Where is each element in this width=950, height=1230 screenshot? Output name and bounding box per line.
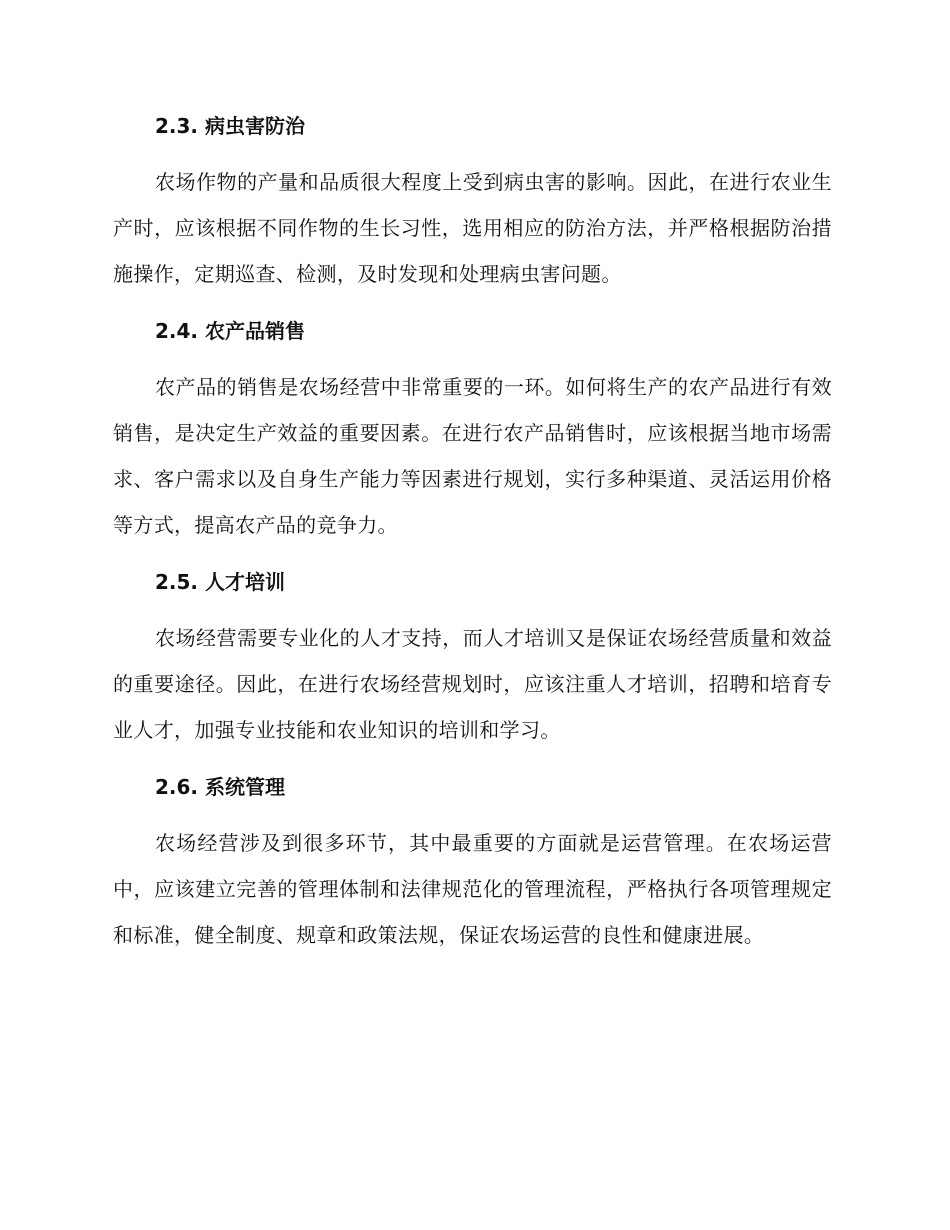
section-heading: 2.4. 农产品销售 [155,319,305,343]
section-paragraph: 农场经营涉及到很多环节，其中最重要的方面就是运营管理。在农场运营中，应该建立完善的管理体制和法律规范化的管理流程，严格执行各项管理规定和标准，健全制度、规章和政策法规，保证农场运营的良性和健康进展。 [113,831,832,947]
section-heading: 2.3. 病虫害防治 [155,114,305,138]
section-paragraph: 农场作物的产量和品质很大程度上受到病虫害的影响。因此，在进行农业生产时，应该根据不同作物的生长习性，选用相应的防治方法，并严格根据防治措施操作，定期巡查、检测，及时发现和处理病虫害问题。 [113,170,832,286]
section-system-management [113,771,832,958]
section-pest-control [113,110,832,297]
section-paragraph: 农产品的销售是农场经营中非常重要的一环。如何将生产的农产品进行有效销售，是决定生产效益的重要因素。在进行农产品销售时，应该根据当地市场需求、客户需求以及自身生产能力等因素进行规划，实行多种渠道、灵活运用价格等方式，提高农产品的竞争力。 [113,375,832,537]
section-paragraph: 农场经营需要专业化的人才支持，而人才培训又是保证农场经营质量和效益的重要途径。因此，在进行农场经营规划时，应该注重人才培训，招聘和培育专业人才，加强专业技能和农业知识的培训和学习。 [113,626,832,742]
section-heading: 2.5. 人才培训 [155,570,285,594]
section-product-sales [113,315,832,548]
section-heading: 2.6. 系统管理 [155,775,285,799]
section-talent-training [113,566,832,753]
